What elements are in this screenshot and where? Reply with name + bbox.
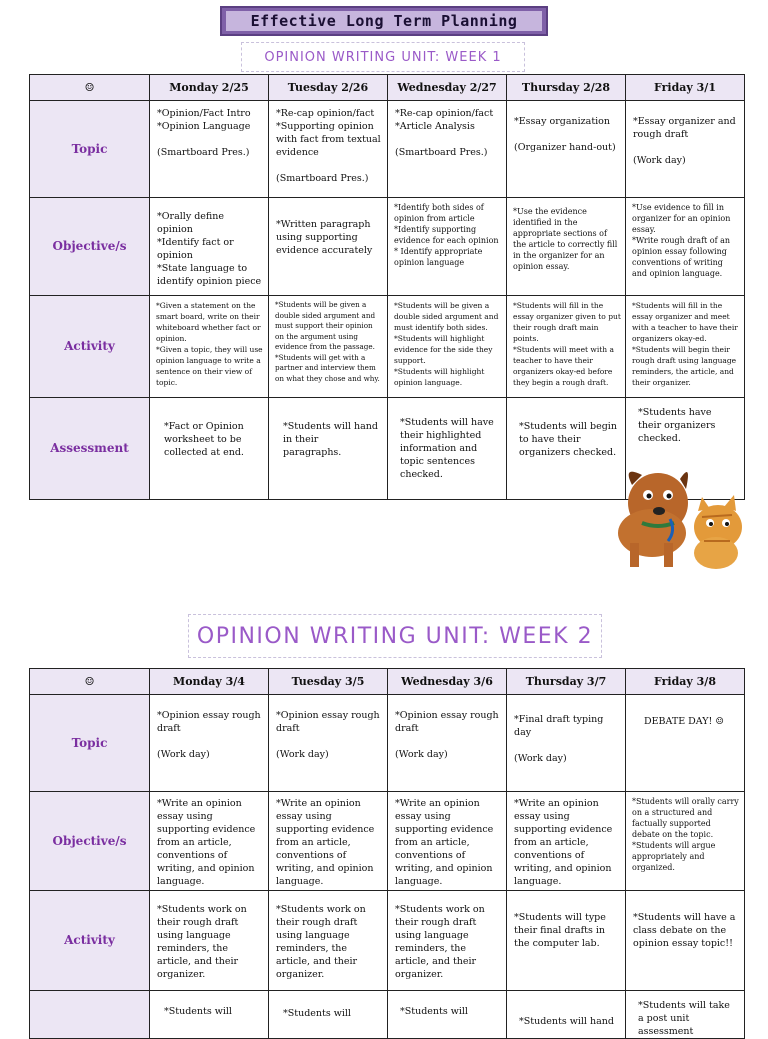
objective-cell-thu: *Use the evidence identified in the appropriate sections of the article to correctly fill in the organizer for an opinion essay.	[513, 207, 618, 271]
assessment-cell-fri: *Students will take a post unit assessment	[638, 1000, 730, 1037]
objective-cell-thu: *Write an opinion essay using supporting evidence from an article, conventions of writing, and opinion language.	[514, 798, 613, 887]
topic-cell-tue: *Opinion essay rough draft (Work day)	[276, 710, 380, 760]
objective-cell-fri: *Use evidence to fill in organizer for an opinion essay. *Write rough draft of an opinion essay following conventions of writing and opinion language.	[632, 203, 731, 278]
week2-title: OPINION WRITING UNIT: WEEK 2	[188, 614, 602, 658]
row-label-topic: Topic	[30, 101, 150, 198]
day-header-thu: Thursday 3/7	[507, 669, 626, 695]
page-banner	[220, 6, 548, 36]
objective-cell-mon: *Write an opinion essay using supporting evidence from an article, conventions of writing, and opinion language.	[157, 798, 256, 887]
assessment-cell-wed: *Students will	[400, 1006, 468, 1017]
objective-cell-tue: *Written paragraph using supporting evidence accurately	[276, 219, 373, 256]
corner-smiley: ☺	[30, 75, 150, 101]
topic-cell-thu: *Essay organization (Organizer hand-out)	[514, 116, 616, 153]
topic-cell-mon: *Opinion essay rough draft (Work day)	[157, 710, 261, 760]
day-header-fri: Friday 3/1	[626, 75, 745, 101]
row-label-topic: Topic	[30, 695, 150, 792]
week1-activity-row	[30, 296, 745, 398]
assessment-cell-tue: *Students will hand in their paragraphs.	[283, 421, 378, 458]
row-label-assessment	[30, 991, 150, 1039]
assessment-cell-thu: *Students will hand	[519, 1016, 614, 1027]
page-banner-title: Effective Long Term Planning	[226, 11, 542, 31]
objective-cell-wed: *Write an opinion essay using supporting evidence from an article, conventions of writing, and opinion language.	[395, 798, 494, 887]
week1-topic-row	[30, 101, 745, 198]
day-header-fri: Friday 3/8	[626, 669, 745, 695]
objective-cell-mon: *Orally define opinion *Identify fact or opinion *State language to identify opinion piece	[157, 211, 262, 287]
assessment-cell-fri: *Students have their organizers checked.	[638, 407, 716, 444]
activity-cell-thu: *Students will type their final drafts in the computer lab.	[514, 912, 606, 949]
topic-cell-wed: *Opinion essay rough draft (Work day)	[395, 710, 499, 760]
row-label-activity: Activity	[30, 891, 150, 991]
assessment-cell-tue: *Students will	[283, 1008, 351, 1019]
activity-cell-wed: *Students will be given a double sided argument and must identify both sides. *Students will highlight evidence for the side they support. *Students will highlight opinion language.	[394, 301, 499, 387]
activity-cell-fri: *Students will have a class debate on the opinion essay topic!!	[633, 912, 736, 949]
activity-cell-thu: *Students will fill in the essay organizer given to put their rough draft main points. *Students will meet with a teacher to have their organizers okay-ed before they begin a rough draft.	[513, 301, 621, 387]
day-header-wed: Wednesday 2/27	[388, 75, 507, 101]
week2-activity-row	[30, 891, 745, 991]
dog-and-cat-clipart	[612, 445, 752, 577]
assessment-cell-thu: *Students will begin to have their organizers checked.	[519, 421, 617, 458]
day-header-tue: Tuesday 3/5	[269, 669, 388, 695]
activity-cell-mon: *Given a statement on the smart board, write on their whiteboard whether fact or opinion. *Given a topic, they will use opinion language to write a sentence on their view of topic.	[156, 301, 263, 387]
week1-title: OPINION WRITING UNIT: WEEK 1	[241, 42, 525, 72]
week1-header-row	[30, 75, 745, 101]
day-header-tue: Tuesday 2/26	[269, 75, 388, 101]
topic-cell-tue: *Re-cap opinion/fact *Supporting opinion with fact from textual evidence (Smartboard Pres.)	[276, 108, 381, 184]
week2-header-row	[30, 669, 745, 695]
day-header-mon: Monday 3/4	[150, 669, 269, 695]
topic-cell-fri: *Essay organizer and rough draft (Work day)	[633, 116, 736, 166]
week2-topic-row	[30, 695, 745, 792]
row-label-activity: Activity	[30, 296, 150, 398]
objective-cell-tue: *Write an opinion essay using supporting evidence from an article, conventions of writing, and opinion language.	[276, 798, 375, 887]
week2-objective-row	[30, 792, 745, 891]
activity-cell-fri: *Students will fill in the essay organizer and meet with a teacher to have their organizers okay-ed. *Students will begin their rough draft using language reminders, the article, and their organizer.	[632, 301, 738, 387]
row-label-assessment: Assessment	[30, 398, 150, 500]
topic-cell-wed: *Re-cap opinion/fact *Article Analysis (Smartboard Pres.)	[395, 108, 494, 158]
corner-smiley: ☺	[30, 669, 150, 695]
objective-cell-fri: *Students will orally carry on a structured and factually supported debate on the topic. *Students will argue appropriately and organized.	[632, 797, 739, 872]
assessment-cell-wed: *Students will have their highlighted information and topic sentences checked.	[400, 417, 494, 480]
week2-plan-table	[29, 668, 745, 1039]
day-header-wed: Wednesday 3/6	[388, 669, 507, 695]
activity-cell-tue: *Students will be given a double sided argument and must support their opinion on the argument using evidence from the passage. *Students will get with a partner and interview them on what they chose and why.	[275, 300, 380, 383]
objective-cell-wed: *Identify both sides of opinion from article *Identify supporting evidence for each opinion * Identify appropriate opinion language	[394, 203, 499, 267]
topic-cell-fri: DEBATE DAY! ☺	[644, 716, 724, 727]
topic-cell-thu: *Final draft typing day (Work day)	[514, 714, 604, 764]
topic-cell-mon: *Opinion/Fact Intro *Opinion Language (Smartboard Pres.)	[157, 108, 251, 158]
activity-cell-mon: *Students work on their rough draft using language reminders, the article, and their organizer.	[157, 904, 247, 980]
activity-cell-tue: *Students work on their rough draft using language reminders, the article, and their organizer.	[276, 904, 366, 980]
row-label-objective: Objective/s	[30, 792, 150, 891]
assessment-cell-mon: *Fact or Opinion worksheet to be collected at end.	[164, 421, 244, 458]
week2-assessment-row	[30, 991, 745, 1039]
day-header-mon: Monday 2/25	[150, 75, 269, 101]
assessment-cell-mon: *Students will	[164, 1006, 232, 1017]
week1-objective-row	[30, 198, 745, 296]
day-header-thu: Thursday 2/28	[507, 75, 626, 101]
week1-plan-table	[29, 74, 745, 500]
row-label-objective: Objective/s	[30, 198, 150, 296]
activity-cell-wed: *Students work on their rough draft using language reminders, the article, and their organizer.	[395, 904, 485, 980]
